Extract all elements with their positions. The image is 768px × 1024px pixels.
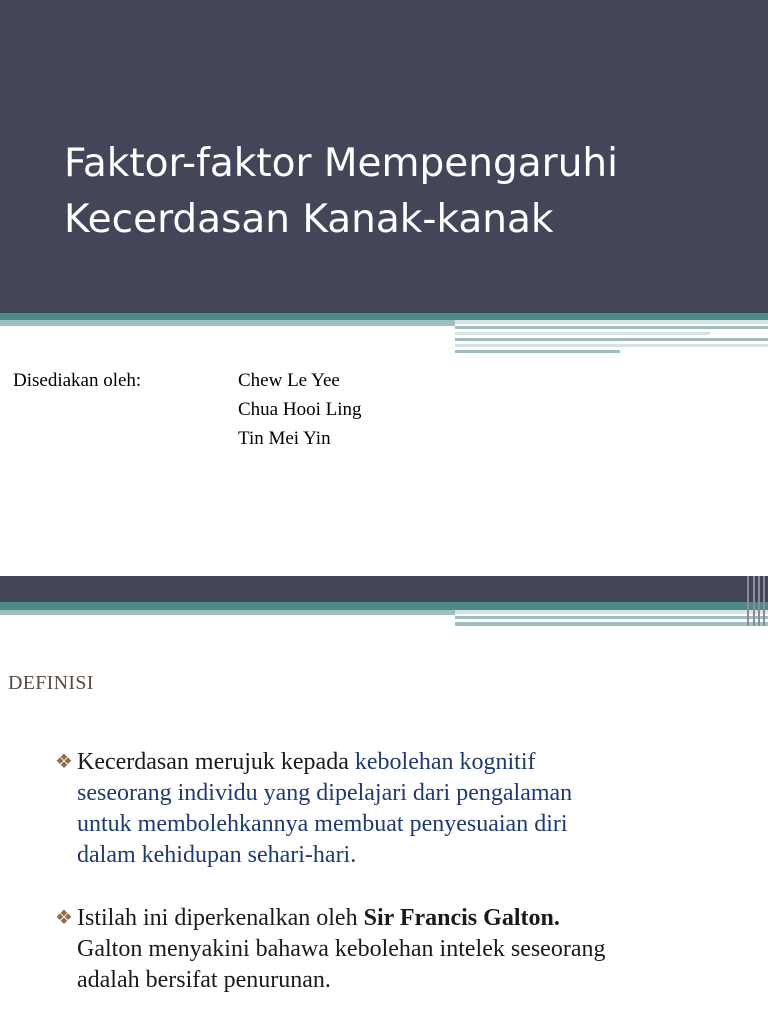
section-heading: DEFINISI <box>8 672 94 694</box>
slide-title <box>64 136 744 248</box>
definition-highlight-2: seseorang individu yang dipelajari dari pengalaman <box>77 780 573 806</box>
galton-line-2: Galton menyakini bahawa kebolehan intelek seseorang <box>77 936 606 962</box>
galton-name: Sir Francis Galton. <box>363 905 560 931</box>
definition-lead: Kecerdasan merujuk kepada <box>77 749 355 775</box>
vertical-lines-decoration <box>745 576 768 626</box>
galton-paragraph <box>55 903 747 996</box>
diamond-bullet-icon: ❖ <box>55 751 73 773</box>
galton-line-3: adalah bersifat penurunan. <box>77 967 331 993</box>
definition-highlight-3: untuk membolehkannya membuat penyesuaian diri <box>77 811 568 837</box>
author-3: Tin Mei Yin <box>238 428 331 449</box>
definition-highlight-1: kebolehan kognitif <box>354 749 536 775</box>
slide-title-line-1: Faktor-faktor Mempengaruhi <box>64 141 618 186</box>
definition-period: . <box>350 842 357 868</box>
galton-lead: Istilah ini diperkenalkan oleh <box>77 905 364 931</box>
definition-highlight-4: dalam kehidupan sehari-hari <box>77 842 351 868</box>
definition-paragraph <box>55 747 747 871</box>
diamond-bullet-icon: ❖ <box>55 907 73 929</box>
author-1: Chew Le Yee <box>238 370 340 391</box>
slide-title-line-2: Kecerdasan Kanak-kanak <box>64 197 554 242</box>
prepared-by-label: Disediakan oleh: <box>13 370 142 391</box>
definition-slide-header <box>0 576 768 602</box>
author-2: Chua Hooi Ling <box>238 399 362 420</box>
